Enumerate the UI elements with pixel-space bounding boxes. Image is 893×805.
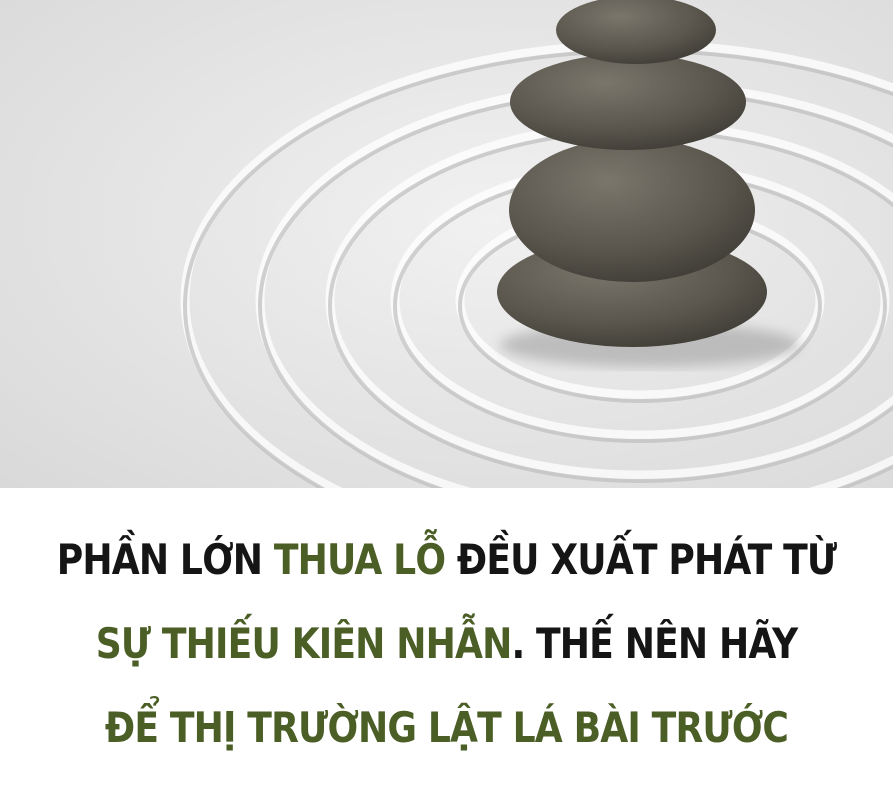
caption-text: PHẦN LỚN [56, 535, 274, 584]
quote-caption [56, 488, 837, 805]
stone-third [509, 138, 755, 282]
caption-line-2 [96, 602, 798, 686]
caption-highlight: SỰ THIẾU KIÊN NHẪN [95, 619, 512, 668]
caption-highlight: ĐỂ THỊ TRƯỜNG LẬT LÁ BÀI TRƯỚC [104, 703, 789, 752]
caption-text: . THẾ NÊN HÃY [511, 619, 798, 668]
stone-second [510, 54, 746, 150]
caption-highlight: THUA LỖ [273, 535, 446, 584]
caption-line-1 [57, 518, 836, 602]
caption-line-3 [105, 686, 788, 770]
caption-text: ĐỀU XUẤT PHÁT TỪ [445, 535, 837, 584]
